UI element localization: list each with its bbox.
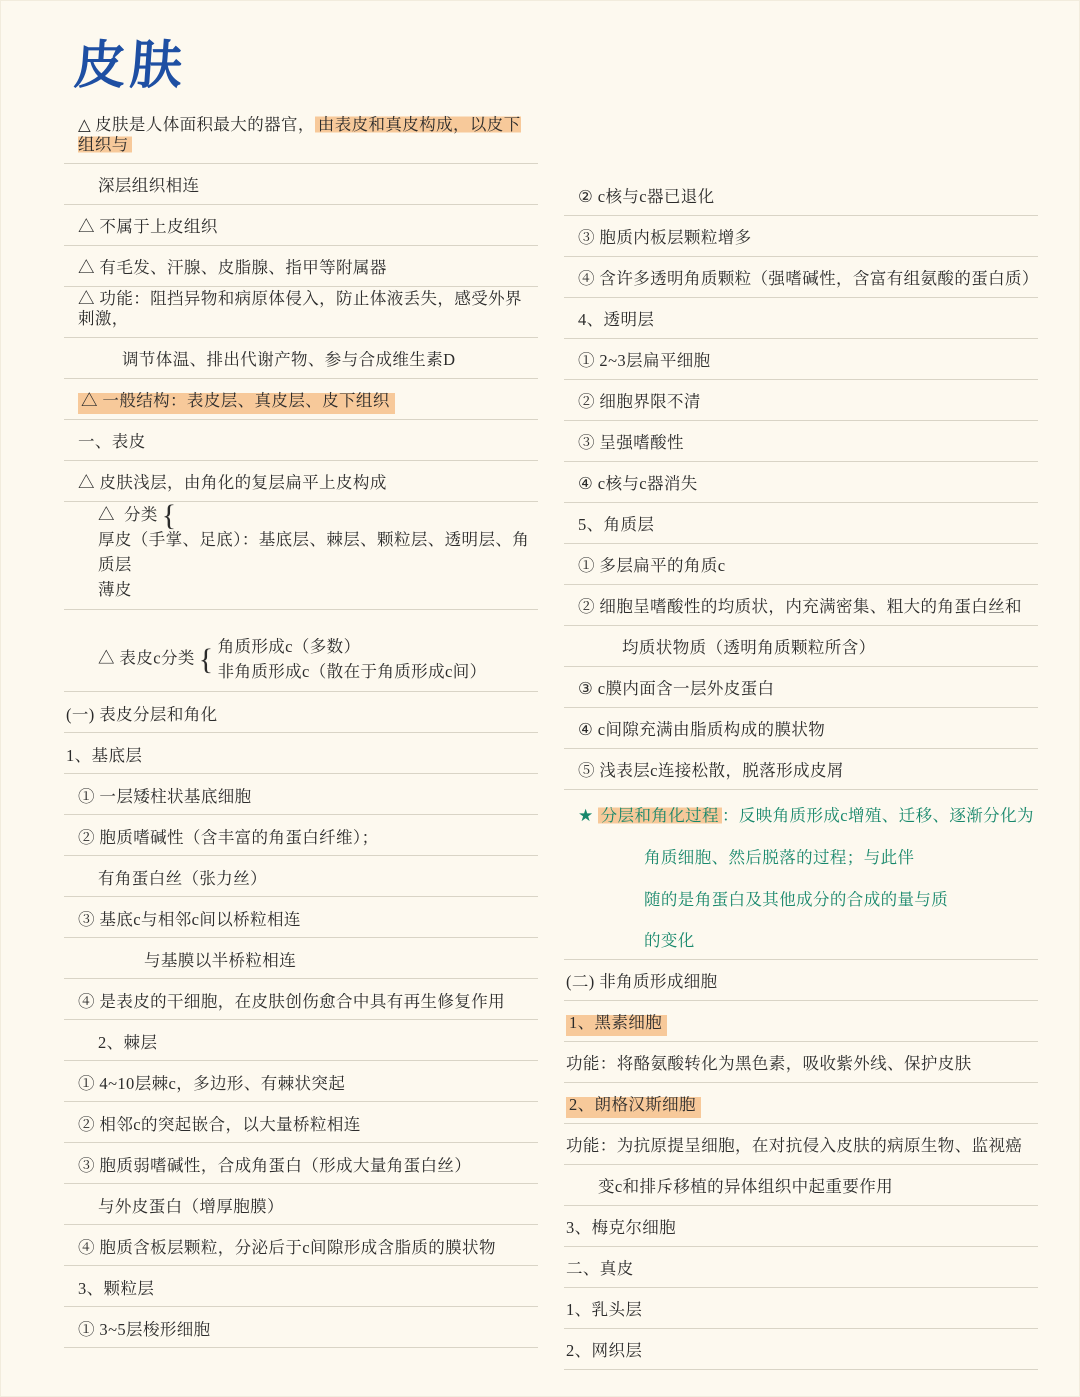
note-line: 1、乳头层 [564,1288,1038,1329]
note-line: 有角蛋白丝（张力丝） [64,856,538,897]
note-line: 4、透明层 [564,298,1038,339]
note-line: ④ c间隙充满由脂质构成的膜状物 [564,708,1038,749]
brace-icon: { [198,642,214,676]
note-line: ⑤ 浅表层c连接松散，脱落形成皮屑 [564,749,1038,790]
note-line: ④ 含许多透明角质颗粒（强嗜碱性，含富有组氨酸的蛋白质） [564,257,1038,298]
note-line-brace-group: △ 表皮c分类 { 角质形成c（多数） 非角质形成c（散在于角质形成c间） [64,610,538,692]
note-line: △ 皮肤浅层，由角化的复层扁平上皮构成 [64,461,538,502]
green-note-line: 随的是角蛋白及其他成分的合成的量与质 [644,889,949,909]
note-line: ① 多层扁平的角质c [564,544,1038,585]
note-line-highlighted: 1、黑素细胞 [564,1001,1038,1042]
section-heading-epidermis: 一、表皮 [64,420,538,461]
note-line: 与基膜以半桥粒相连 [64,938,538,979]
note-line: ② 细胞呈嗜酸性的均质状，内充满密集、粗大的角蛋白丝和 [564,585,1038,626]
note-line: 变c和排斥移植的异体组织中起重要作用 [564,1165,1038,1206]
note-line-brace-group: △ 分类 { 厚皮（手掌、足底）：基底层、棘层、颗粒层、透明层、角质层 薄皮 [64,502,538,610]
note-line: ① 2~3层扁平细胞 [564,339,1038,380]
note-line: 调节体温、排出代谢产物、参与合成维生素D [64,338,538,379]
note-line: ① 3~5层梭形细胞 [64,1307,538,1348]
note-line: ② 细胞界限不清 [564,380,1038,421]
green-note-line: ★ 分层和角化过程 ：反映角质形成c增殖、迁移、逐渐分化为 [578,805,1034,825]
note-line: ① 4~10层棘c，多边形、有棘状突起 [64,1061,538,1102]
note-line: 深层组织相连 [64,164,538,205]
note-line: 均质状物质（透明角质颗粒所含） [564,626,1038,667]
star-icon: ★ [578,805,594,825]
brace-icon: { [161,499,177,533]
note-line-highlighted: 2、朗格汉斯细胞 [564,1083,1038,1124]
green-note-line: 的变化 [564,918,1038,960]
note-line: ① 一层矮柱状基底细胞 [64,774,538,815]
section-heading-dermis: 二、真皮 [564,1247,1038,1288]
note-line: 3、梅克尔细胞 [564,1206,1038,1247]
note-line: 与外皮蛋白（增厚胞膜） [64,1184,538,1225]
note-line: 3、颗粒层 [64,1266,538,1307]
page-title: 皮肤 [72,38,189,95]
note-line: 2、棘层 [64,1020,538,1061]
note-line: ④ 胞质含板层颗粒，分泌后于c间隙形成含脂质的膜状物 [64,1225,538,1266]
note-line: 2、网织层 [564,1329,1038,1370]
note-line: ③ 胞质弱嗜碱性，合成角蛋白（形成大量角蛋白丝） [64,1143,538,1184]
note-line: △ 不属于上皮组织 [64,205,538,246]
note-line: 1、基底层 [64,733,538,774]
note-line: 功能：为抗原提呈细胞，在对抗侵入皮肤的病原生物、监视癌 [564,1124,1038,1165]
note-line: 5、角质层 [564,503,1038,544]
note-line-highlighted: △ 一般结构：表皮层、真皮层、皮下组织 [64,379,538,420]
note-line: ③ 基底c与相邻c间以桥粒相连 [64,897,538,938]
note-line: ③ c膜内面含一层外皮蛋白 [564,667,1038,708]
subsection-heading: (一) 表皮分层和角化 [64,692,538,733]
note-line: △ 有毛发、汗腺、皮脂腺、指甲等附属器 [64,246,538,287]
left-column [64,113,538,1349]
two-column-layout [64,113,1039,1370]
green-note-line: 角质细胞、然后脱落的过程；与此伴 [644,847,915,867]
highlight-span: 由表皮和真皮构成，以皮下组织与 [78,114,521,155]
note-line: ② c核与c器已退化 [564,175,1038,216]
note-line: ③ 呈强嗜酸性 [564,421,1038,462]
note-line: ④ 是表皮的干细胞，在皮肤创伤愈合中具有再生修复作用 [64,979,538,1020]
subsection-heading: (二) 非角质形成细胞 [564,960,1038,1001]
right-column [564,113,1038,1370]
note-line: △ 功能：阻挡异物和病原体侵入，防止体液丢失，感受外界刺激， [64,287,538,338]
note-line: △ 皮肤是人体面积最大的器官， 由表皮和真皮构成，以皮下组织与 [64,113,538,164]
highlight-span: 分层和角化过程 [598,806,722,825]
note-line: ③ 胞质内板层颗粒增多 [564,216,1038,257]
note-line: ④ c核与c器消失 [564,462,1038,503]
note-line: 功能：将酪氨酸转化为黑色素，吸收紫外线、保护皮肤 [564,1042,1038,1083]
note-line: ② 胞质嗜碱性（含丰富的角蛋白纤维）； [64,815,538,856]
note-line: ② 相邻c的突起嵌合，以大量桥粒相连 [64,1102,538,1143]
